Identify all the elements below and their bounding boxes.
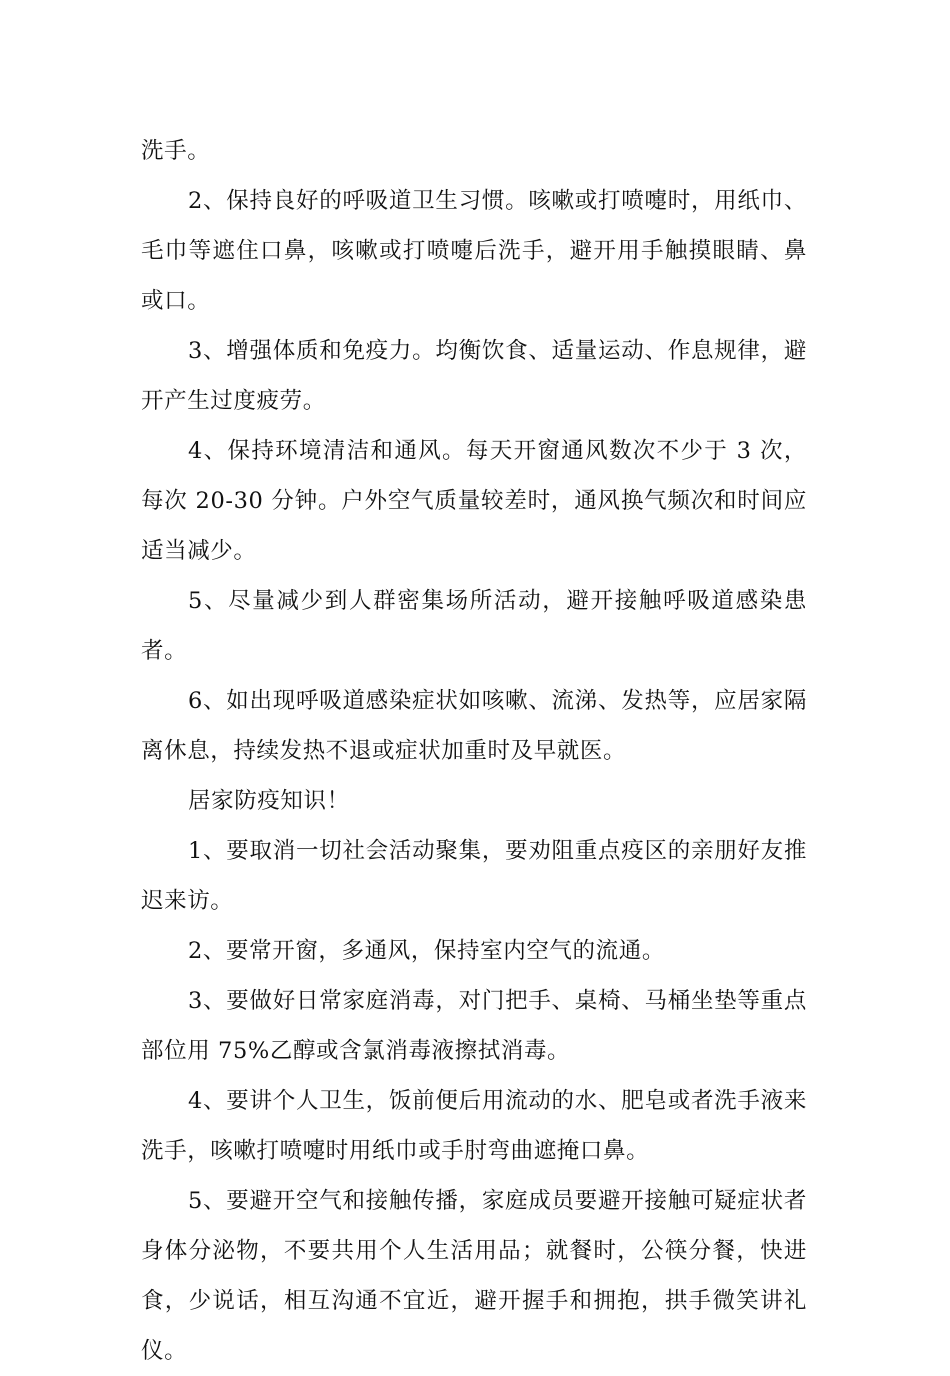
paragraph-personal-hygiene: 4、要讲个人卫生，饭前便后用流动的水、肥皂或者洗手液来洗手，咳嗽打喷嚏时用纸巾或手肘弯曲遮掩口鼻。 xyxy=(141,1088,807,1164)
paragraph-disinfection: 3、要做好日常家庭消毒，对门把手、桌椅、马桶坐垫等重点部位用 75%乙醇或含氯消毒液擦拭消毒。 xyxy=(141,988,807,1064)
paragraph-respiratory-hygiene: 2、保持良好的呼吸道卫生习惯。咳嗽或打喷嚏时，用纸巾、毛巾等遮住口鼻，咳嗽或打喷嚏后洗手，避开用手触摸眼睛、鼻或口。 xyxy=(141,188,807,314)
paragraph-ventilation: 4、保持环境清洁和通风。每天开窗通风数次不少于 3 次，每次 20-30 分钟。户外空气质量较差时，通风换气频次和时间应适当减少。 xyxy=(141,438,807,564)
paragraph-open-windows: 2、要常开窗，多通风，保持室内空气的流通。 xyxy=(188,938,665,964)
section-heading-home-prevention: 居家防疫知识！ xyxy=(188,788,350,814)
paragraph-continuation: 洗手。 xyxy=(141,138,211,164)
paragraph-cancel-gatherings: 1、要取消一切社会活动聚集，要劝阻重点疫区的亲朋好友推迟来访。 xyxy=(141,838,807,914)
paragraph-immunity: 3、增强体质和免疫力。均衡饮食、适量运动、作息规律，避开产生过度疲劳。 xyxy=(141,338,807,414)
paragraph-symptoms: 6、如出现呼吸道感染症状如咳嗽、流涕、发热等，应居家隔离休息，持续发热不退或症状加重时及早就医。 xyxy=(141,688,807,764)
paragraph-avoid-crowds: 5、尽量减少到人群密集场所活动，避开接触呼吸道感染患者。 xyxy=(141,588,807,664)
paragraph-avoid-transmission: 5、要避开空气和接触传播，家庭成员要避开接触可疑症状者身体分泌物，不要共用个人生活用品；就餐时，公筷分餐，快进食，少说话，相互沟通不宜近，避开握手和拥抱，拱手微笑讲礼仪。 xyxy=(141,1188,807,1364)
document-body xyxy=(141,126,807,1376)
